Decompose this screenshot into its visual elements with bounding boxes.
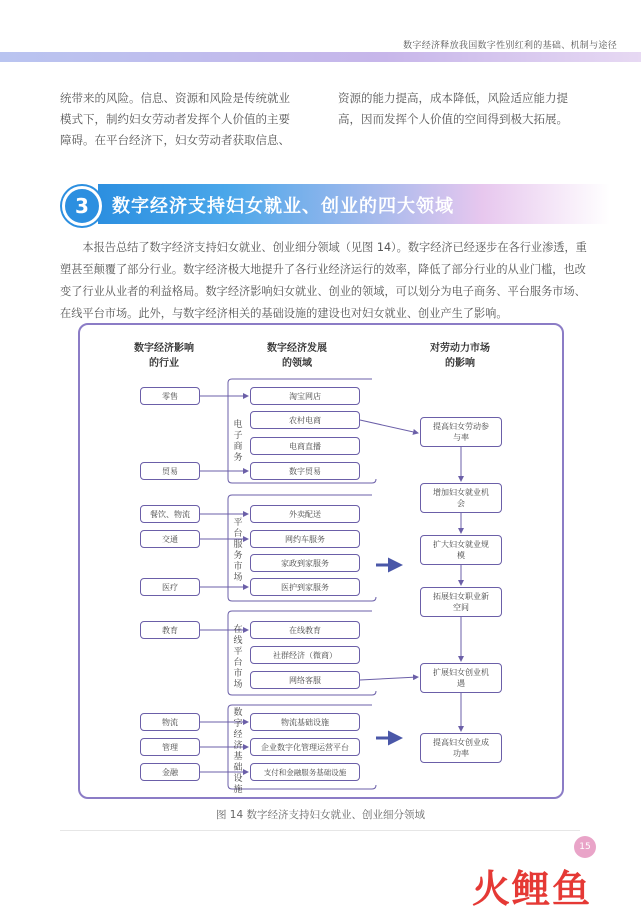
domain-to-impact-arrow [360, 420, 418, 433]
domain-home-medical: 医护到家服务 [250, 578, 360, 596]
body-line: 本报告总结了数字经济支持妇女就业、创业细分领域（见图 14）。数字经济已经逐步在各行业渗透， [82, 241, 576, 254]
domain-logistics-infrastructure: 物流基础设施 [250, 713, 360, 731]
section-title: 数字经济支持妇女就业、创业的四大领域 [112, 196, 454, 217]
col-head-industry: 数字经济影响 的行业 [134, 343, 194, 369]
intro-line: 障碍。在平台经济下，妇女劳动者获取信息、 [60, 133, 290, 147]
col-head-domains: 数字经济发展 的领域 [267, 343, 327, 369]
industry-transport: 交通 [140, 530, 200, 548]
body-line: 服务市场、在线平台市场。此外，与数字经济相关的基础设施的建设也对妇女就业、创业产生了影响。 [60, 285, 586, 320]
header-bar [0, 52, 641, 62]
impact-entrepreneurship-success: 提高妇女创业成功率 [420, 733, 502, 763]
domain-enterprise-platform: 企业数字化管理运营平台 [250, 738, 360, 756]
group-label-ecommerce: 电子商务 [233, 420, 243, 463]
intro-line: 资源的能力提高，成本降低，风险适应能力提 [338, 91, 568, 105]
footer-rule [60, 830, 580, 831]
industry-retail: 零售 [140, 387, 200, 405]
industry-education: 教育 [140, 621, 200, 639]
industry-logistics: 物流 [140, 713, 200, 731]
intro-line: 统带来的风险。信息、资源和风险是传统就业 [60, 91, 290, 105]
figure-14 [78, 323, 564, 799]
body-line: 重塑甚至颠覆了部分行业。数字经济极大地提升了各行业经济运行的效率，降低了部分行业的从业门槛， [60, 241, 587, 276]
body-paragraph [60, 237, 588, 325]
domain-payment-finance-infrastructure: 支付和金融服务基础设施 [250, 763, 360, 781]
impact-entrepreneurship-opportunity: 扩展妇女创业机遇 [420, 663, 502, 693]
figure-caption: 图 14 数字经济支持妇女就业、创业细分领域 [215, 809, 426, 821]
domain-food-delivery: 外卖配送 [250, 505, 360, 523]
domain-to-impact-arrow [360, 677, 418, 680]
impact-employment-opportunity: 增加妇女就业机会 [420, 483, 502, 513]
intro-left-column [60, 88, 310, 151]
domain-ride-hailing: 网约车服务 [250, 530, 360, 548]
domain-rural-ecommerce: 农村电商 [250, 411, 360, 429]
section-number-badge: 3 [62, 186, 102, 226]
intro-line: 模式下，制约妇女劳动者发挥个人价值的主要 [60, 112, 290, 126]
col-head-impact: 对劳动力市场 的影响 [430, 343, 490, 369]
running-header: 数字经济释放我国数字性别红利的基础、机制与途径 [403, 41, 617, 51]
industry-finance: 金融 [140, 763, 200, 781]
domain-digital-trade: 数字贸易 [250, 462, 360, 480]
impact-employment-scale: 扩大妇女就业规模 [420, 535, 502, 565]
domain-home-services: 家政到家服务 [250, 554, 360, 572]
industry-management: 管理 [140, 738, 200, 756]
domain-social-commerce: 社群经济（微商） [250, 646, 360, 664]
page-number: 15 [574, 836, 596, 858]
domain-live-commerce: 电商直播 [250, 437, 360, 455]
body-line: 也改变了行业从业者的利益格局。数字经济影响妇女就业、创业的领域，可以划分为电子商务、平台 [60, 263, 586, 298]
impact-new-career-space: 拓展妇女职业新空间 [420, 587, 502, 617]
watermark-logo: 火鲤鱼 [472, 866, 593, 911]
industry-trade: 贸易 [140, 462, 200, 480]
impact-participation-rate: 提高妇女劳动参与率 [420, 417, 502, 447]
intro-line: 高，因而发挥个人价值的空间得到极大拓展。 [338, 112, 568, 126]
intro-right-column [338, 88, 588, 130]
group-label-platform-service: 平台服务市场 [233, 518, 243, 583]
domain-online-customer-service: 网络客服 [250, 671, 360, 689]
domain-taobao-store: 淘宝网店 [250, 387, 360, 405]
group-label-online-platform: 在线平台市场 [233, 625, 243, 690]
domain-online-education: 在线教育 [250, 621, 360, 639]
group-label-infrastructure: 数字经济基础设施 [233, 708, 243, 795]
industry-catering-logistics: 餐饮、物流 [140, 505, 200, 523]
industry-medical: 医疗 [140, 578, 200, 596]
